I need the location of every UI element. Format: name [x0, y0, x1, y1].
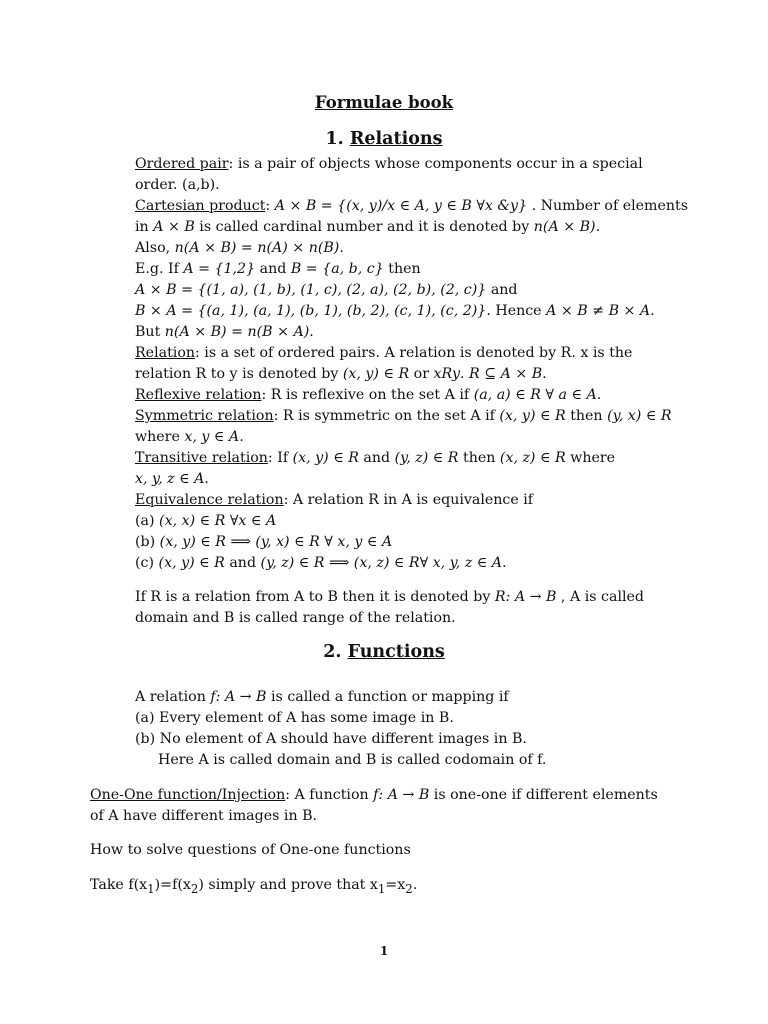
function-condition-b: (b) No element of A should have different images in B.	[135, 731, 527, 747]
transitive-relation-definition: Transitive relation: If (x, y) ∈ R and (y, z) ∈ R then (x, z) ∈ R where	[135, 450, 616, 466]
bxa-example: B × A = {(a, 1), (a, 1), (b, 1), (b, 2), (c, 1), (c, 2)}. Hence A × B ≠ B × A.	[135, 303, 655, 319]
relation-domain-range-line: domain and B is called range of the relation.	[135, 610, 456, 626]
relation-notation-line: If R is a relation from A to B then it is denoted by R: A → B , A is called	[135, 589, 644, 605]
symmetric-relation-definition: Symmetric relation: R is symmetric on the set A if (x, y) ∈ R then (y, x) ∈ R	[135, 408, 672, 424]
document-title: Formulae book	[314, 93, 454, 112]
page-number: 1	[379, 944, 389, 958]
how-to-solve-line: How to solve questions of One-one functions	[90, 842, 411, 858]
function-condition-a: (a) Every element of A has some image in B.	[135, 710, 454, 726]
cardinal-product-formula: Also, n(A × B) = n(A) × n(B).	[135, 240, 344, 256]
relation-definition: Relation: is a set of ordered pairs. A relation is denoted by R. x is the	[135, 345, 633, 361]
one-one-function-cont: of A have different images in B.	[90, 808, 318, 824]
domain-codomain-note: Here A is called domain and B is called codomain of f.	[158, 752, 547, 768]
cardinal-number-line: in A × B is called cardinal number and it is denoted by n(A × B).	[135, 219, 601, 235]
section-heading-functions: 2. Functions	[323, 642, 445, 662]
equivalence-condition-b: (b) (x, y) ∈ R ⟹ (y, x) ∈ R ∀ x, y ∈ A	[135, 534, 393, 550]
equivalence-condition-a: (a) (x, x) ∈ R ∀x ∈ A	[135, 513, 277, 529]
but-equal-line: But n(A × B) = n(B × A).	[135, 324, 314, 340]
cartesian-product-definition: Cartesian product: A × B = {(x, y)/x ∈ A, y ∈ B ∀x &y} . Number of elements	[135, 198, 688, 214]
symmetric-relation-cont: where x, y ∈ A.	[135, 429, 244, 445]
relation-definition-cont: relation R to y is denoted by (x, y) ∈ R or xRy. R ⊆ A × B.	[135, 366, 547, 382]
equivalence-condition-c: (c) (x, y) ∈ R and (y, z) ∈ R ⟹ (x, z) ∈ R∀ x, y, z ∈ A.	[135, 555, 507, 571]
function-definition: A relation f: A → B is called a function or mapping if	[135, 689, 509, 705]
example-line: E.g. If A = {1,2} and B = {a, b, c} then	[135, 261, 421, 277]
transitive-relation-cont: x, y, z ∈ A.	[135, 471, 209, 487]
section-heading-relations: 1. Relations	[325, 129, 443, 149]
reflexive-relation-definition: Reflexive relation: R is reflexive on the set A if (a, a) ∈ R ∀ a ∈ A.	[135, 387, 602, 403]
axb-example: A × B = {(1, a), (1, b), (1, c), (2, a), (2, b), (2, c)} and	[135, 282, 518, 298]
one-one-function-definition: One-One function/Injection: A function f: A → B is one-one if different elements	[90, 787, 658, 803]
equivalence-relation-definition: Equivalence relation: A relation R in A is equivalence if	[135, 492, 534, 508]
ordered-pair-definition: Ordered pair: is a pair of objects whose components occur in a special	[135, 156, 643, 172]
ordered-pair-definition-cont: order. (a,b).	[135, 177, 220, 193]
take-line: Take $f(x_1)=f(x_2)$ simply and prove that $x_1=x_2$.	[90, 877, 418, 896]
